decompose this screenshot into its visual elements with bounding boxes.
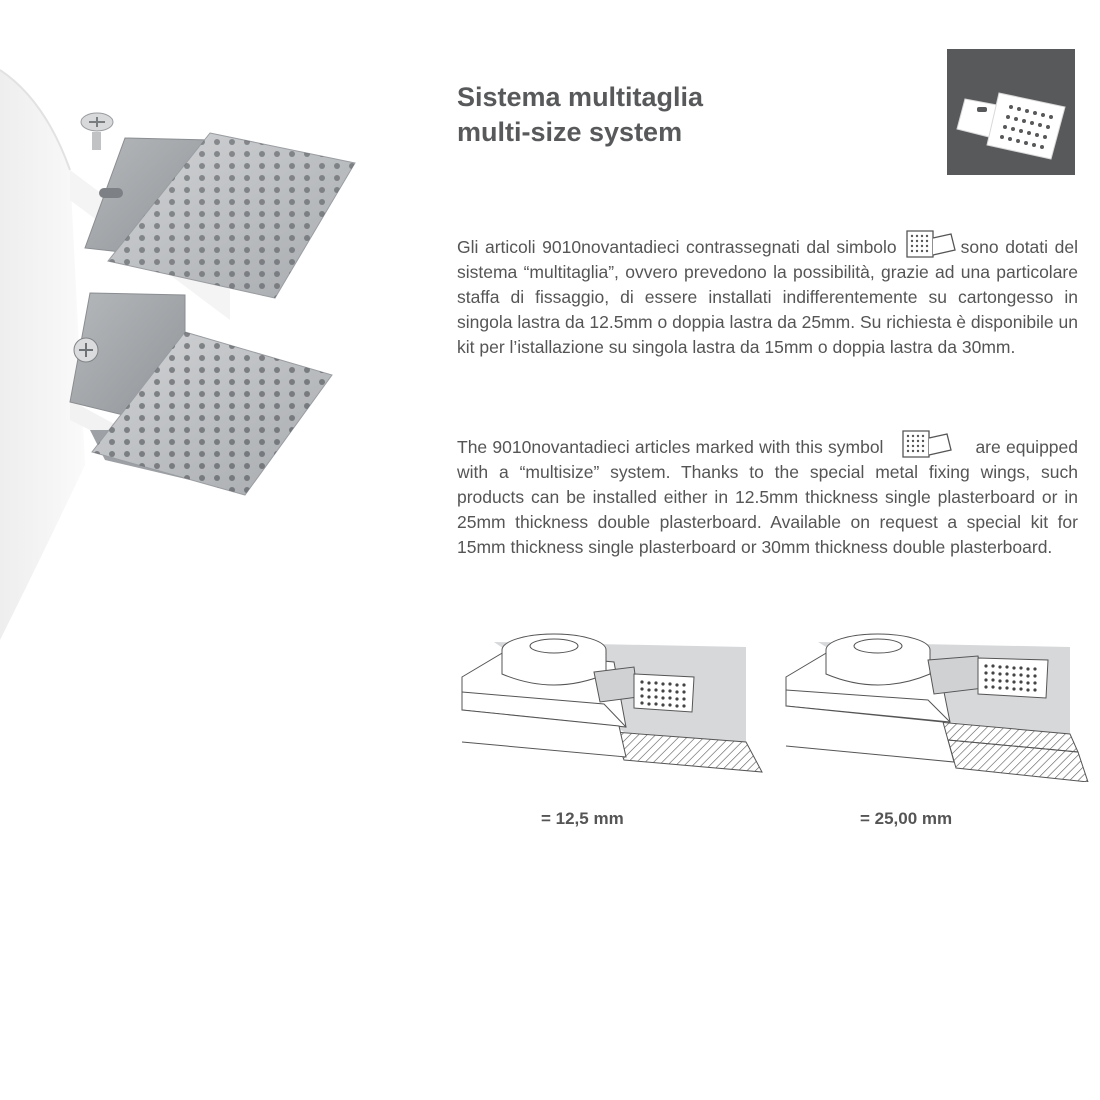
metal-fixing-wings-photo — [0, 40, 380, 680]
drywall-installation-diagram — [778, 622, 1090, 782]
multisize-symbol-icon — [901, 228, 957, 260]
diagram-caption-double: = 25,00 mm — [860, 809, 953, 828]
paragraph-english-intro: The 9010novantadieci articles marked with this symbol — [457, 437, 884, 457]
paragraph-english-body: are equipped with a “multisize” system. Thanks to the special metal fixing wings, such products can be installed either in 12.5mm thickness single plasterboard or in 25mm thickness double plasterboard. Available on request a special kit for 15mm thickness single plasterboard or 30mm thickness double plasterboard. — [457, 437, 1078, 557]
paragraph-italian — [457, 228, 1078, 360]
drywall-installation-diagram — [454, 622, 766, 782]
paragraph-italian-body: sono dotati del sistema “multitaglia”, ovvero prevedono la possibilità, grazie ad una particolare staffa di fissaggio, di essere installati indifferentemente su cartongesso in singola lastra da 12.5mm o doppia lastra da 25mm. Su richiesta è disponibile un kit per l’istallazione su singola lastra da 15mm o doppia lastra da 30mm. — [457, 237, 1078, 357]
title-italian: Sistema multitaglia — [457, 82, 704, 112]
multisize-symbol-icon — [897, 428, 953, 460]
paragraph-english — [457, 428, 1078, 560]
multisize-bracket-icon — [947, 49, 1075, 175]
title-english: multi-size system — [457, 117, 683, 147]
multisize-badge — [947, 49, 1075, 175]
paragraph-italian-intro: Gli articoli 9010novantadieci contrassegnati dal simbolo — [457, 237, 897, 257]
page-title — [457, 80, 703, 150]
diagram-caption-single: = 12,5 mm — [541, 809, 624, 828]
